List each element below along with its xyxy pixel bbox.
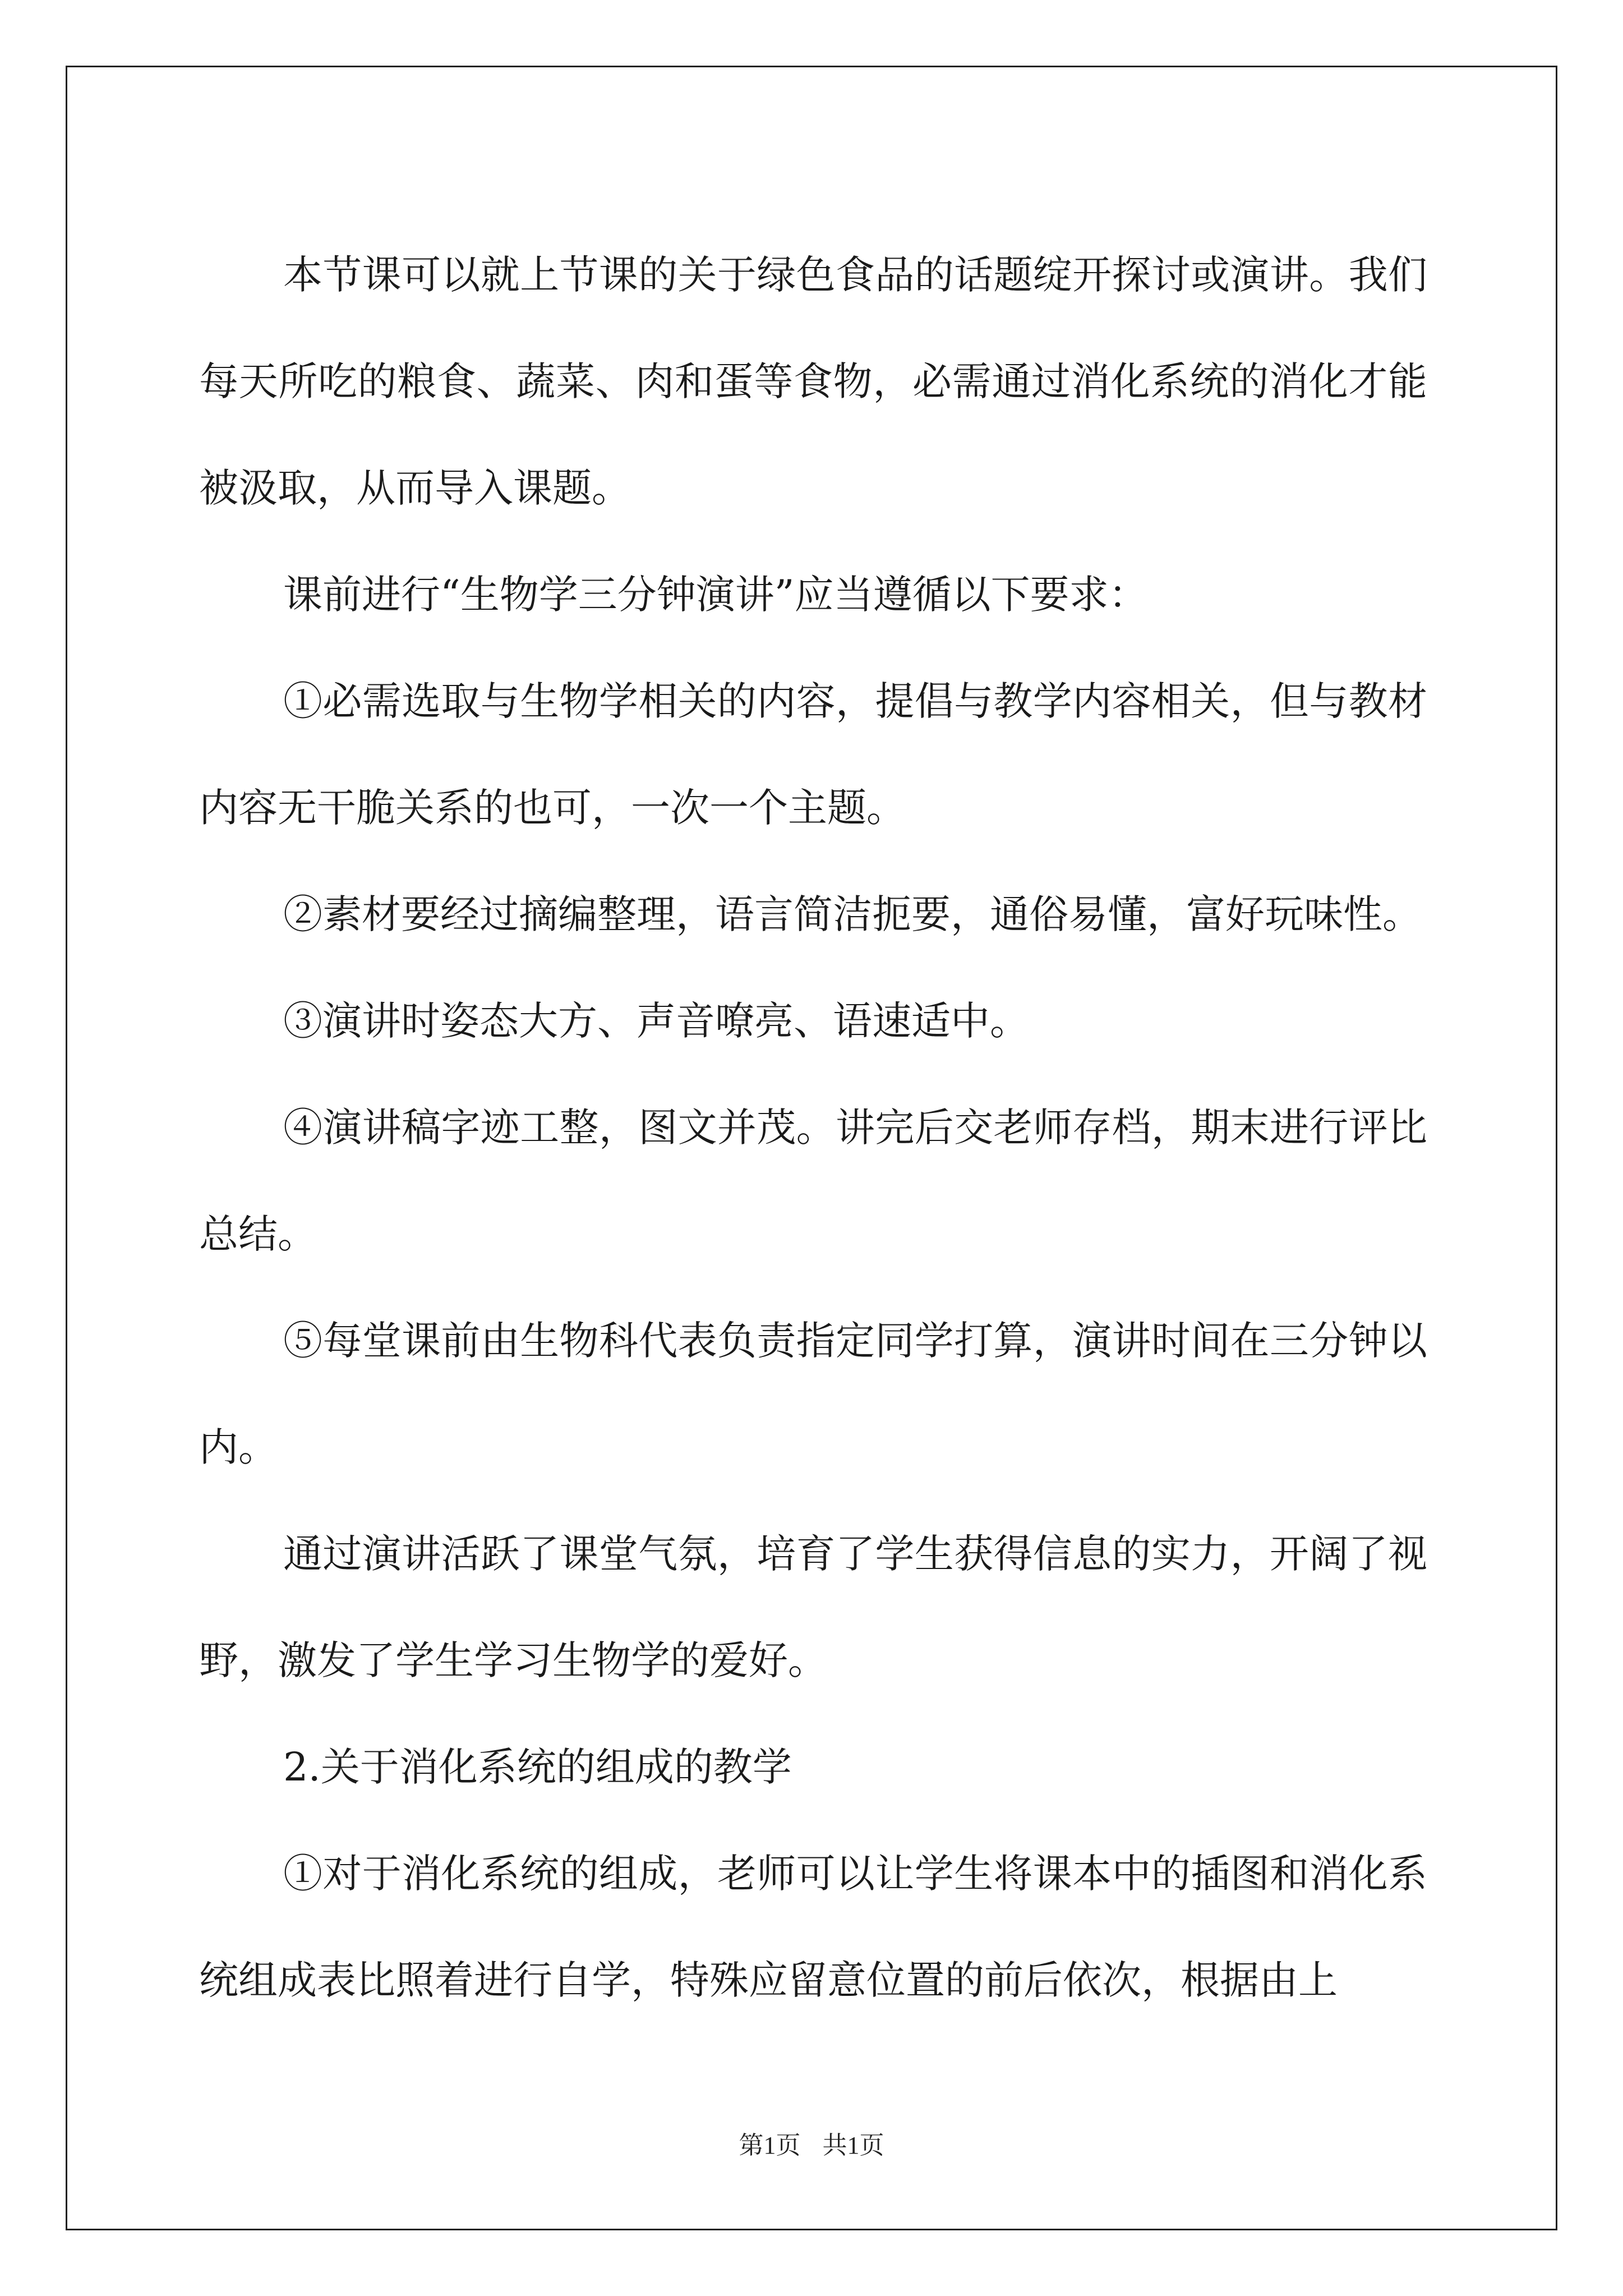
paragraph-intro: 本节课可以就上节课的关于绿色食品的话题绽开探讨或演讲。我们每天所吃的粮食、蔬菜、肉和蛋等食物，必需通过消化系统的消化才能被汲取，从而导入课题。: [199, 252, 1427, 511]
paragraph-requirement-3: ③演讲时姿态大方、声音嘹亮、语速适中。: [283, 998, 1029, 1044]
paragraph-outcome: 通过演讲活跃了课堂气氛，培育了学生获得信息的实力，开阔了视野，激发了学生学习生物学的爱好。: [199, 1531, 1427, 1683]
section-heading-digestive-system: 2.关于消化系统的组成的教学: [283, 1744, 792, 1790]
page-number-current: 第1页: [739, 2132, 801, 2159]
paragraph-digestive-system-1: ①对于消化系统的组成，老师可以让学生将课本中的插图和消化系统组成表比照着进行自学，特殊应留意位置的前后依次，根据由上: [199, 1851, 1427, 2003]
paragraph-requirement-1: ①必需选取与生物学相关的内容，提倡与教学内容相关，但与教材内容无干脆关系的也可，一次一个主题。: [199, 678, 1427, 831]
paragraph-requirement-4: ④演讲稿字迹工整，图文并茂。讲完后交老师存档，期末进行评比总结。: [199, 1105, 1427, 1257]
page-footer: [0, 2129, 1623, 2162]
paragraph-requirement-5: ⑤每堂课前由生物科代表负责指定同学打算，演讲时间在三分钟以内。: [199, 1318, 1427, 1470]
document-body: [199, 222, 1427, 2033]
paragraph-speech-requirements: 课前进行“生物学三分钟演讲”应当遵循以下要求：: [283, 572, 1148, 618]
paragraph-requirement-2: ②素材要经过摘编整理，语言简洁扼要，通俗易懂，富好玩味性。: [283, 891, 1422, 937]
page-number-total: 共1页: [822, 2132, 884, 2159]
